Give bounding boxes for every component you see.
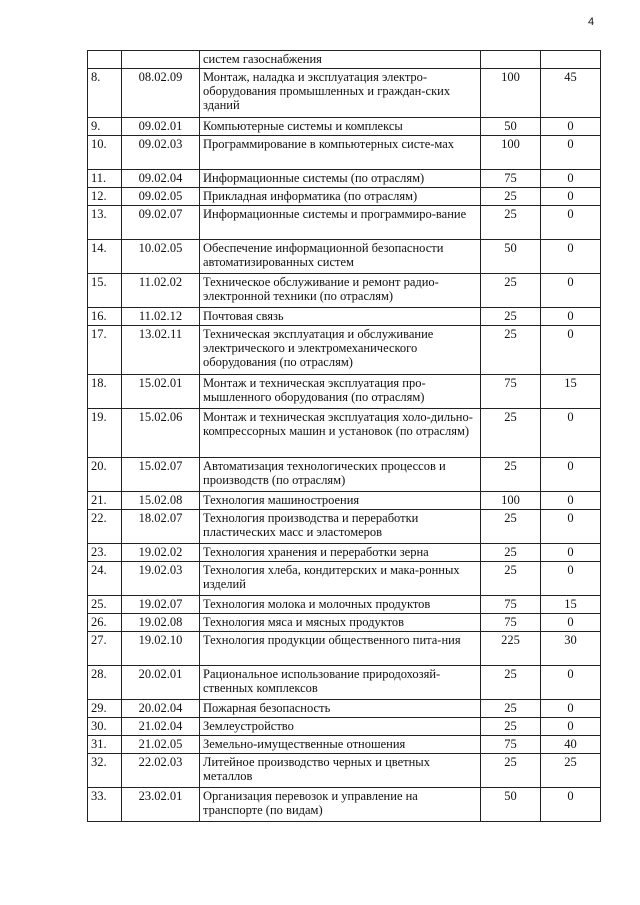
specialty-name: Информационные системы и программиро-вание <box>200 206 481 240</box>
quota-total: 25 <box>481 562 541 596</box>
table-row <box>88 51 601 69</box>
quota-total: 100 <box>481 136 541 170</box>
specialty-code: 23.02.01 <box>122 788 200 822</box>
table-row <box>88 240 601 274</box>
quota-total: 75 <box>481 596 541 614</box>
table-row <box>88 736 601 754</box>
specialty-code: 15.02.08 <box>122 492 200 510</box>
specialty-name: Техническое обслуживание и ремонт радио-электронной техники (по отраслям) <box>200 274 481 308</box>
row-number: 27. <box>88 632 122 666</box>
quota-total <box>481 51 541 69</box>
row-number: 9. <box>88 118 122 136</box>
quota-total: 25 <box>481 458 541 492</box>
specialty-code: 09.02.07 <box>122 206 200 240</box>
row-number: 30. <box>88 718 122 736</box>
specialty-name: Технология мяса и мясных продуктов <box>200 614 481 632</box>
quota-total: 25 <box>481 308 541 326</box>
quota-targeted: 0 <box>541 170 601 188</box>
specialty-name: Прикладная информатика (по отраслям) <box>200 188 481 206</box>
quota-targeted: 0 <box>541 700 601 718</box>
specialty-code: 13.02.11 <box>122 326 200 375</box>
quota-total: 75 <box>481 736 541 754</box>
quota-total: 25 <box>481 754 541 788</box>
specialty-code: 08.02.09 <box>122 69 200 118</box>
row-number: 29. <box>88 700 122 718</box>
specialty-code: 15.02.06 <box>122 409 200 458</box>
table-row <box>88 754 601 788</box>
row-number: 33. <box>88 788 122 822</box>
row-number: 21. <box>88 492 122 510</box>
table-row <box>88 69 601 118</box>
specialty-name: Технология хранения и переработки зерна <box>200 544 481 562</box>
specialty-name: Организация перевозок и управление на транспорте (по видам) <box>200 788 481 822</box>
table-row <box>88 274 601 308</box>
specialty-name: Земельно-имущественные отношения <box>200 736 481 754</box>
table-row <box>88 562 601 596</box>
specialty-code: 19.02.07 <box>122 596 200 614</box>
specialty-name: Монтаж и техническая эксплуатация про-мышленного оборудования (по отраслям) <box>200 375 481 409</box>
row-number: 26. <box>88 614 122 632</box>
specialty-code <box>122 51 200 69</box>
specialty-code: 11.02.12 <box>122 308 200 326</box>
specialty-name: Обеспечение информационной безопасности автоматизированных систем <box>200 240 481 274</box>
specialty-code: 15.02.01 <box>122 375 200 409</box>
row-number: 19. <box>88 409 122 458</box>
table-row <box>88 596 601 614</box>
quota-targeted: 0 <box>541 118 601 136</box>
specialty-name: Пожарная безопасность <box>200 700 481 718</box>
quota-total: 50 <box>481 240 541 274</box>
table-row <box>88 718 601 736</box>
row-number: 17. <box>88 326 122 375</box>
quota-total: 75 <box>481 170 541 188</box>
quota-targeted: 0 <box>541 788 601 822</box>
table-row <box>88 666 601 700</box>
quota-targeted: 0 <box>541 308 601 326</box>
table-row <box>88 458 601 492</box>
row-number: 14. <box>88 240 122 274</box>
quota-total: 25 <box>481 409 541 458</box>
row-number: 8. <box>88 69 122 118</box>
quota-targeted: 0 <box>541 188 601 206</box>
quota-targeted: 0 <box>541 206 601 240</box>
quota-targeted: 0 <box>541 718 601 736</box>
specialty-code: 19.02.10 <box>122 632 200 666</box>
specialty-name: Технология молока и молочных продуктов <box>200 596 481 614</box>
quota-targeted: 15 <box>541 375 601 409</box>
quota-total: 25 <box>481 544 541 562</box>
quota-total: 225 <box>481 632 541 666</box>
specialty-name: Автоматизация технологических процессов и производств (по отраслям) <box>200 458 481 492</box>
specialty-name: Технология машиностроения <box>200 492 481 510</box>
specialty-code: 20.02.04 <box>122 700 200 718</box>
specialty-name: Программирование в компьютерных систе-мах <box>200 136 481 170</box>
quota-targeted: 0 <box>541 562 601 596</box>
specialty-name: Литейное производство черных и цветных металлов <box>200 754 481 788</box>
row-number <box>88 51 122 69</box>
quota-total: 75 <box>481 614 541 632</box>
table-row <box>88 510 601 544</box>
specialties-table <box>87 50 601 822</box>
quota-total: 75 <box>481 375 541 409</box>
quota-total: 25 <box>481 274 541 308</box>
row-number: 13. <box>88 206 122 240</box>
quota-total: 25 <box>481 206 541 240</box>
specialty-code: 19.02.08 <box>122 614 200 632</box>
row-number: 18. <box>88 375 122 409</box>
table-row <box>88 206 601 240</box>
quota-total: 50 <box>481 788 541 822</box>
specialty-code: 09.02.05 <box>122 188 200 206</box>
row-number: 22. <box>88 510 122 544</box>
quota-total: 25 <box>481 326 541 375</box>
row-number: 20. <box>88 458 122 492</box>
row-number: 24. <box>88 562 122 596</box>
table-row <box>88 188 601 206</box>
specialty-name: Компьютерные системы и комплексы <box>200 118 481 136</box>
quota-targeted: 0 <box>541 240 601 274</box>
specialty-name: Информационные системы (по отраслям) <box>200 170 481 188</box>
specialty-code: 09.02.01 <box>122 118 200 136</box>
quota-total: 25 <box>481 666 541 700</box>
row-number: 23. <box>88 544 122 562</box>
quota-targeted: 30 <box>541 632 601 666</box>
table-row <box>88 632 601 666</box>
table-row <box>88 409 601 458</box>
specialty-name: систем газоснабжения <box>200 51 481 69</box>
table-row <box>88 136 601 170</box>
specialty-name: Технология производства и переработки пластических масс и эластомеров <box>200 510 481 544</box>
specialty-name: Техническая эксплуатация и обслуживание электрического и электромеханического оборудования (по отраслям) <box>200 326 481 375</box>
table-row <box>88 492 601 510</box>
quota-targeted <box>541 51 601 69</box>
specialty-code: 22.02.03 <box>122 754 200 788</box>
row-number: 32. <box>88 754 122 788</box>
specialty-code: 18.02.07 <box>122 510 200 544</box>
row-number: 31. <box>88 736 122 754</box>
specialty-code: 20.02.01 <box>122 666 200 700</box>
quota-targeted: 0 <box>541 409 601 458</box>
specialty-name: Почтовая связь <box>200 308 481 326</box>
specialty-name: Землеустройство <box>200 718 481 736</box>
specialty-code: 15.02.07 <box>122 458 200 492</box>
quota-targeted: 0 <box>541 458 601 492</box>
table-row <box>88 118 601 136</box>
quota-targeted: 0 <box>541 666 601 700</box>
quota-targeted: 0 <box>541 544 601 562</box>
specialty-name: Рациональное использование природохозяй-ственных комплексов <box>200 666 481 700</box>
row-number: 25. <box>88 596 122 614</box>
table-row <box>88 614 601 632</box>
table-row <box>88 170 601 188</box>
quota-targeted: 40 <box>541 736 601 754</box>
table-row <box>88 326 601 375</box>
table-row <box>88 375 601 409</box>
quota-targeted: 0 <box>541 274 601 308</box>
quota-total: 25 <box>481 700 541 718</box>
row-number: 12. <box>88 188 122 206</box>
specialty-code: 19.02.03 <box>122 562 200 596</box>
specialty-name: Технология хлеба, кондитерских и мака-ронных изделий <box>200 562 481 596</box>
quota-targeted: 0 <box>541 614 601 632</box>
row-number: 16. <box>88 308 122 326</box>
table-row <box>88 544 601 562</box>
quota-targeted: 15 <box>541 596 601 614</box>
specialty-code: 11.02.02 <box>122 274 200 308</box>
quota-total: 50 <box>481 118 541 136</box>
row-number: 10. <box>88 136 122 170</box>
row-number: 11. <box>88 170 122 188</box>
quota-total: 100 <box>481 492 541 510</box>
table-row <box>88 788 601 822</box>
specialty-name: Технология продукции общественного пита-ния <box>200 632 481 666</box>
specialty-code: 21.02.04 <box>122 718 200 736</box>
specialty-code: 10.02.05 <box>122 240 200 274</box>
specialty-code: 09.02.03 <box>122 136 200 170</box>
quota-targeted: 45 <box>541 69 601 118</box>
quota-targeted: 0 <box>541 510 601 544</box>
quota-total: 25 <box>481 188 541 206</box>
page-number: 4 <box>588 16 595 28</box>
quota-targeted: 25 <box>541 754 601 788</box>
table-row <box>88 700 601 718</box>
quota-total: 25 <box>481 718 541 736</box>
specialty-code: 21.02.05 <box>122 736 200 754</box>
specialty-name: Монтаж, наладка и эксплуатация электро-оборудования промышленных и граждан-ских зданий <box>200 69 481 118</box>
quota-total: 25 <box>481 510 541 544</box>
specialty-name: Монтаж и техническая эксплуатация холо-дильно-компрессорных машин и установок (по отраслям) <box>200 409 481 458</box>
quota-targeted: 0 <box>541 326 601 375</box>
specialty-code: 19.02.02 <box>122 544 200 562</box>
row-number: 28. <box>88 666 122 700</box>
row-number: 15. <box>88 274 122 308</box>
table-row <box>88 308 601 326</box>
quota-total: 100 <box>481 69 541 118</box>
specialty-code: 09.02.04 <box>122 170 200 188</box>
quota-targeted: 0 <box>541 492 601 510</box>
quota-targeted: 0 <box>541 136 601 170</box>
